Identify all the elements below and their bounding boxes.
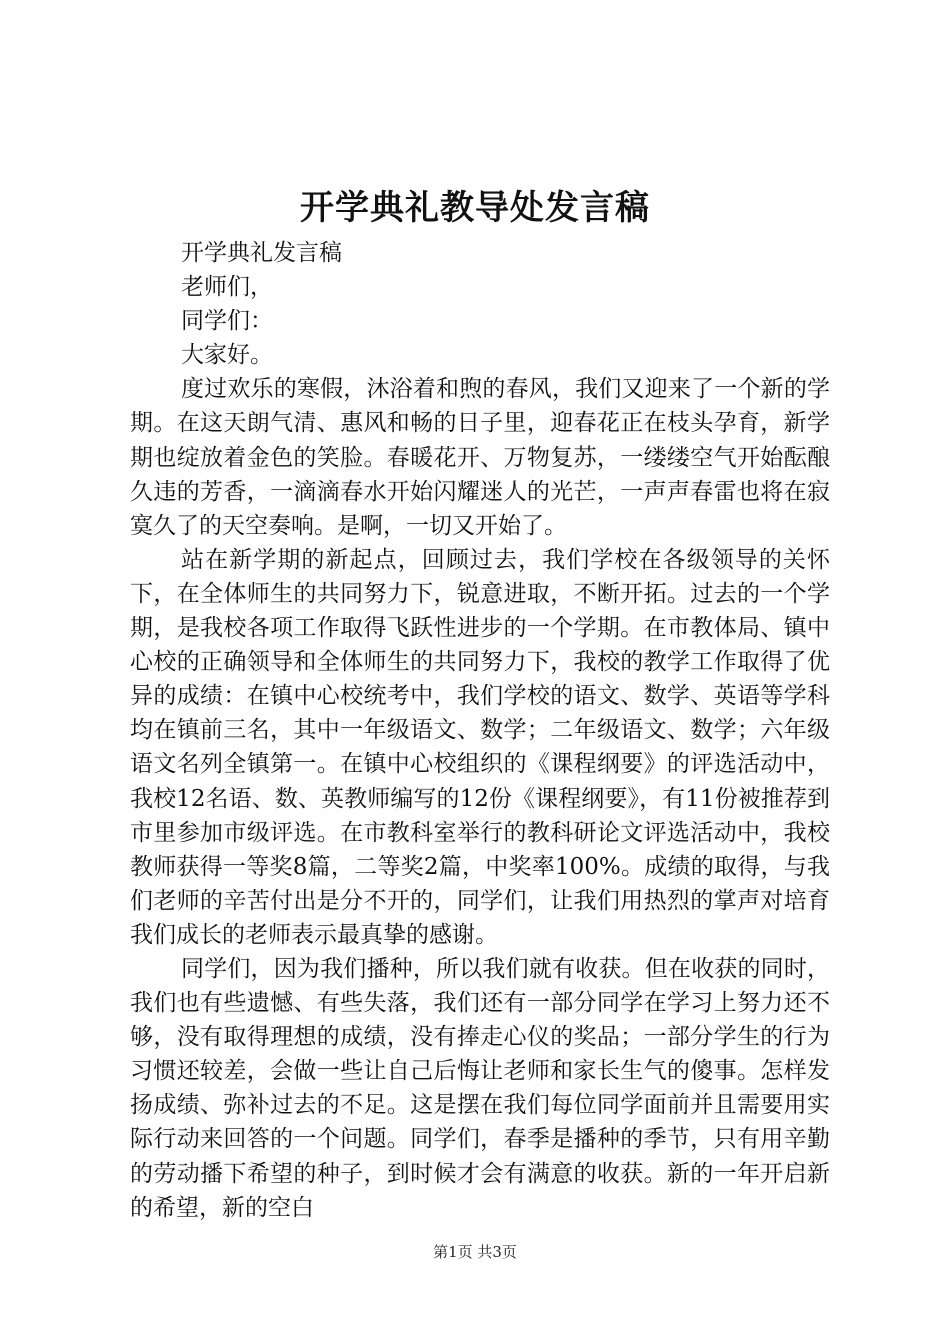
header-line-students: 同学们：: [181, 308, 273, 335]
paragraph: 度过欢乐的寒假，沐浴着和煦的春风，我们又迎来了一个新的学期。在这天朗气清、惠风和畅的日子里，迎春花正在枝头孕育，新学期也绽放着金色的笑脸。春暖花开、万物复苏，一缕缕空气开始酝酿久违的芳香，一滴滴春水开始闪耀迷人的光芒，一声声春雷也将在寂寞久了的天空奏响。是啊，一切又开始了。: [130, 376, 830, 539]
paragraph: 同学们，因为我们播种，所以我们就有收获。但在收获的同时，我们也有些遗憾、有些失落，我们还有一部分同学在学习上努力还不够，没有取得理想的成绩，没有捧走心仪的奖品；一部分学生的行为习惯还较差，会做一些让自己后悔让老师和家长生气的傻事。怎样发扬成绩、弥补过去的不足。这是摆在我们每位同学面前并且需要用实际行动来回答的一个问题。同学们，春季是播种的季节，只有用辛勤的劳动播下希望的种子，到时候才会有满意的收获。新的一年开启新的希望，新的空白: [130, 955, 830, 1221]
header-line-teachers: 老师们，: [181, 274, 273, 301]
page-footer: 第1页 共3页: [433, 1243, 517, 1261]
document-body: [130, 236, 830, 1225]
header-line-greeting: 大家好。: [181, 342, 273, 369]
document-title: 开学典礼教导处发言稿: [300, 188, 650, 228]
paragraph: 站在新学期的新起点，回顾过去，我们学校在各级领导的关怀下，在全体师生的共同努力下，锐意进取，不断开拓。过去的一个学期，是我校各项工作取得飞跃性进步的一个学期。在市教体局、镇中心校的正确领导和全体师生的共同努力下，我校的教学工作取得了优异的成绩：在镇中心校统考中，我们学校的语文、数学、英语等学科均在镇前三名，其中一年级语文、数学；二年级语文、数学；六年级语文名列全镇第一。在镇中心校组织的《课程纲要》的评选活动中，我校12名语、数、英教师编写的12份《课程纲要》，有11份被推荐到市里参加市级评选。在市教科室举行的教科研论文评选活动中，我校教师获得一等奖8篇，二等奖2篇，中奖率100%。成绩的取得，与我们老师的辛苦付出是分不开的，同学们，让我们用热烈的掌声对培育我们成长的老师表示最真挚的感谢。: [130, 546, 830, 948]
header-line-subtitle: 开学典礼发言稿: [181, 240, 342, 266]
